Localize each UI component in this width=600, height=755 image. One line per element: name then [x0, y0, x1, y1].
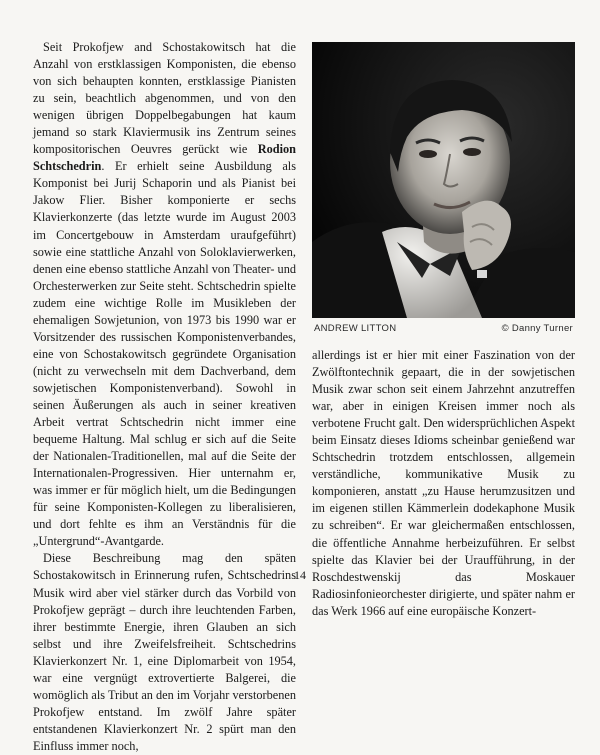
- conductor-portrait-photo: [312, 42, 575, 318]
- intro-text-rest: . Er erhielt seine Ausbildung als Komponist bei Jurij Schaporin und als Pianist bei Jakow Flier. Bisher komponierte er sechs Klavierkonzerte (das letzte wurde im August 2003 im Concertgebouw in Amsterdam uraufgeführt) sowie eine stattliche Anzahl von Soloklavierwerken, denen eine ebenso stattliche Anzahl von Theater- und Orchesterwerken zur Seite steht. Schtschedrin spielte zudem eine wichtige Rolle im Musikleben der ehemaligen Sowjetunion, von 1973 bis 1990 war er Vorsitzender des russischen Komponistenverbandes, eine von Schostakowitsch gegründete Organisation (nicht zu verwechseln mit dem Dachverband, dem sowjetischen Komponistenverband). Sowohl in seinen Äußerungen als auch in seiner kreativen Arbeit vertrat Schtschedrin nicht immer eine bequeme Haltung. Mal schlug er sich auf die Seite der Nationalen-Traditionellen, mal auf die Seite der Internationalen-Progressiven. Hier unternahm er, was immer er für möglich hielt, um die Bedingungen für seine Komponisten-Kollegen zu liberalisieren, und dort fehlte es ihm an Verständnis für die „Untergrund“-Avantgarde.: [33, 159, 296, 549]
- caption-name: ANDREW LITTON: [314, 323, 397, 334]
- page-number: 14: [294, 568, 306, 582]
- intro-text-start: Seit Prokofjew and Schostakowitsch hat die Anzahl von erstklassigen Komponisten, die ebenso von sich behaupten konnten, erstklassige Pianisten zu sein, beachtlich abgenommen, und von den wenigen übrigen Doppelbegabungen hat kaum jemand so stark Klaviermusik ins Zentrum seines kompositorischen Oeuvres gerückt wie: [33, 40, 296, 157]
- paragraph-intro: [33, 39, 296, 550]
- paragraph-continuation: allerdings ist er hier mit einer Faszination von der Zwölftontechnik gepaart, die in der sowjetischen Musik zwar schon seit einem Jahrzehnt anzutreffen war, aber in einigen Kreisen immer noch als verbotene Frucht galt. Den widersprüchlichen Aspekt beim Einsatz dieses Idioms scheinbar genießend war Schtschedrin trotzdem entschlossen, allgemein verständliche, kommunikative Musik zu komponieren, anstatt „zu Hause herumzusitzen und im eigenen stillen Kämmerlein dodekaphone Musik zu schreiben“. Er war gleichermaßen entschlossen, die öffentliche Annahme herbeizuführen. Er selbst spielte das Klavier bei der Uraufführung, in der Roschdestwenskij das Moskauer Radiosinfonieorchester dirigierte, und später nahm er das Werk 1966 auf eine europäische Konzert-: [312, 348, 575, 618]
- composer-name: Rodion Schtschedrin: [33, 142, 296, 174]
- left-text-column: [33, 39, 296, 755]
- photo-caption: [312, 323, 575, 337]
- paragraph-description: Diese Beschreibung mag den späten Schostakowitsch in Erinnerung rufen, Schtschedrins Musik wird aber viel stärker durch das Vorbild von Prokofjew geprägt – durch ihre leuchtenden Farben, ihrer bestimmte Energie, ihren Glauben an sich selbst und ihre Zweifelsfreiheit. Schtschedrins Klavierkonzert Nr. 1, eine Diplomarbeit von 1954, war eine vergnügt extrovertierte Balgerei, die womöglich als Tribut an den im Vorjahr verstorbenen Prokofjew entstand. Im zwölf Jahre später entstandenen Klavierkonzert Nr. 2 spürt man den Einfluss immer noch,: [33, 551, 296, 753]
- caption-credit: © Danny Turner: [501, 323, 573, 334]
- portrait-image: [312, 42, 575, 318]
